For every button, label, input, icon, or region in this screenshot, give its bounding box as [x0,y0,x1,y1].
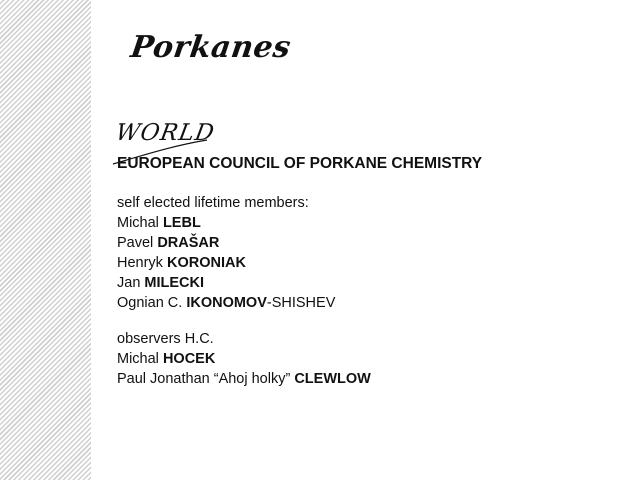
decorative-stripe-band [0,0,91,480]
member-first-name: Pavel [117,235,158,251]
observer-row [117,349,371,369]
handwritten-world-word: WORLD [113,120,217,146]
member-first-name: Ognian C. [117,295,187,311]
members-section [117,193,335,313]
member-last-name: LEBL [162,215,201,231]
member-row [117,253,335,273]
page-title: Porkanes [128,30,294,65]
member-last-name: IKONOMOV [186,295,267,311]
member-first-name: Jan [117,275,145,291]
observers-intro: observers H.C. [117,331,214,347]
member-row [117,273,335,293]
member-last-name: KORONIAK [166,255,246,271]
member-first-name: Michal [117,215,163,231]
observer-last-name: CLEWLOW [294,371,371,387]
member-name-suffix: -SHISHEV [266,295,336,311]
observer-first-name: Paul Jonathan “Ahoj holky” [117,371,295,387]
observer-first-name: Michal [117,351,163,367]
observers-section [117,329,371,389]
member-last-name: DRAŠAR [157,235,220,251]
observer-row [117,369,371,389]
member-first-name: Henryk [117,255,167,271]
council-heading: EUROPEAN COUNCIL OF PORKANE CHEMISTRY [117,155,483,172]
member-last-name: MILECKI [144,275,205,291]
observer-last-name: HOCEK [162,351,216,367]
member-row [117,213,335,233]
member-row [117,233,335,253]
member-row [117,293,335,313]
members-intro: self elected lifetime members: [117,195,309,211]
